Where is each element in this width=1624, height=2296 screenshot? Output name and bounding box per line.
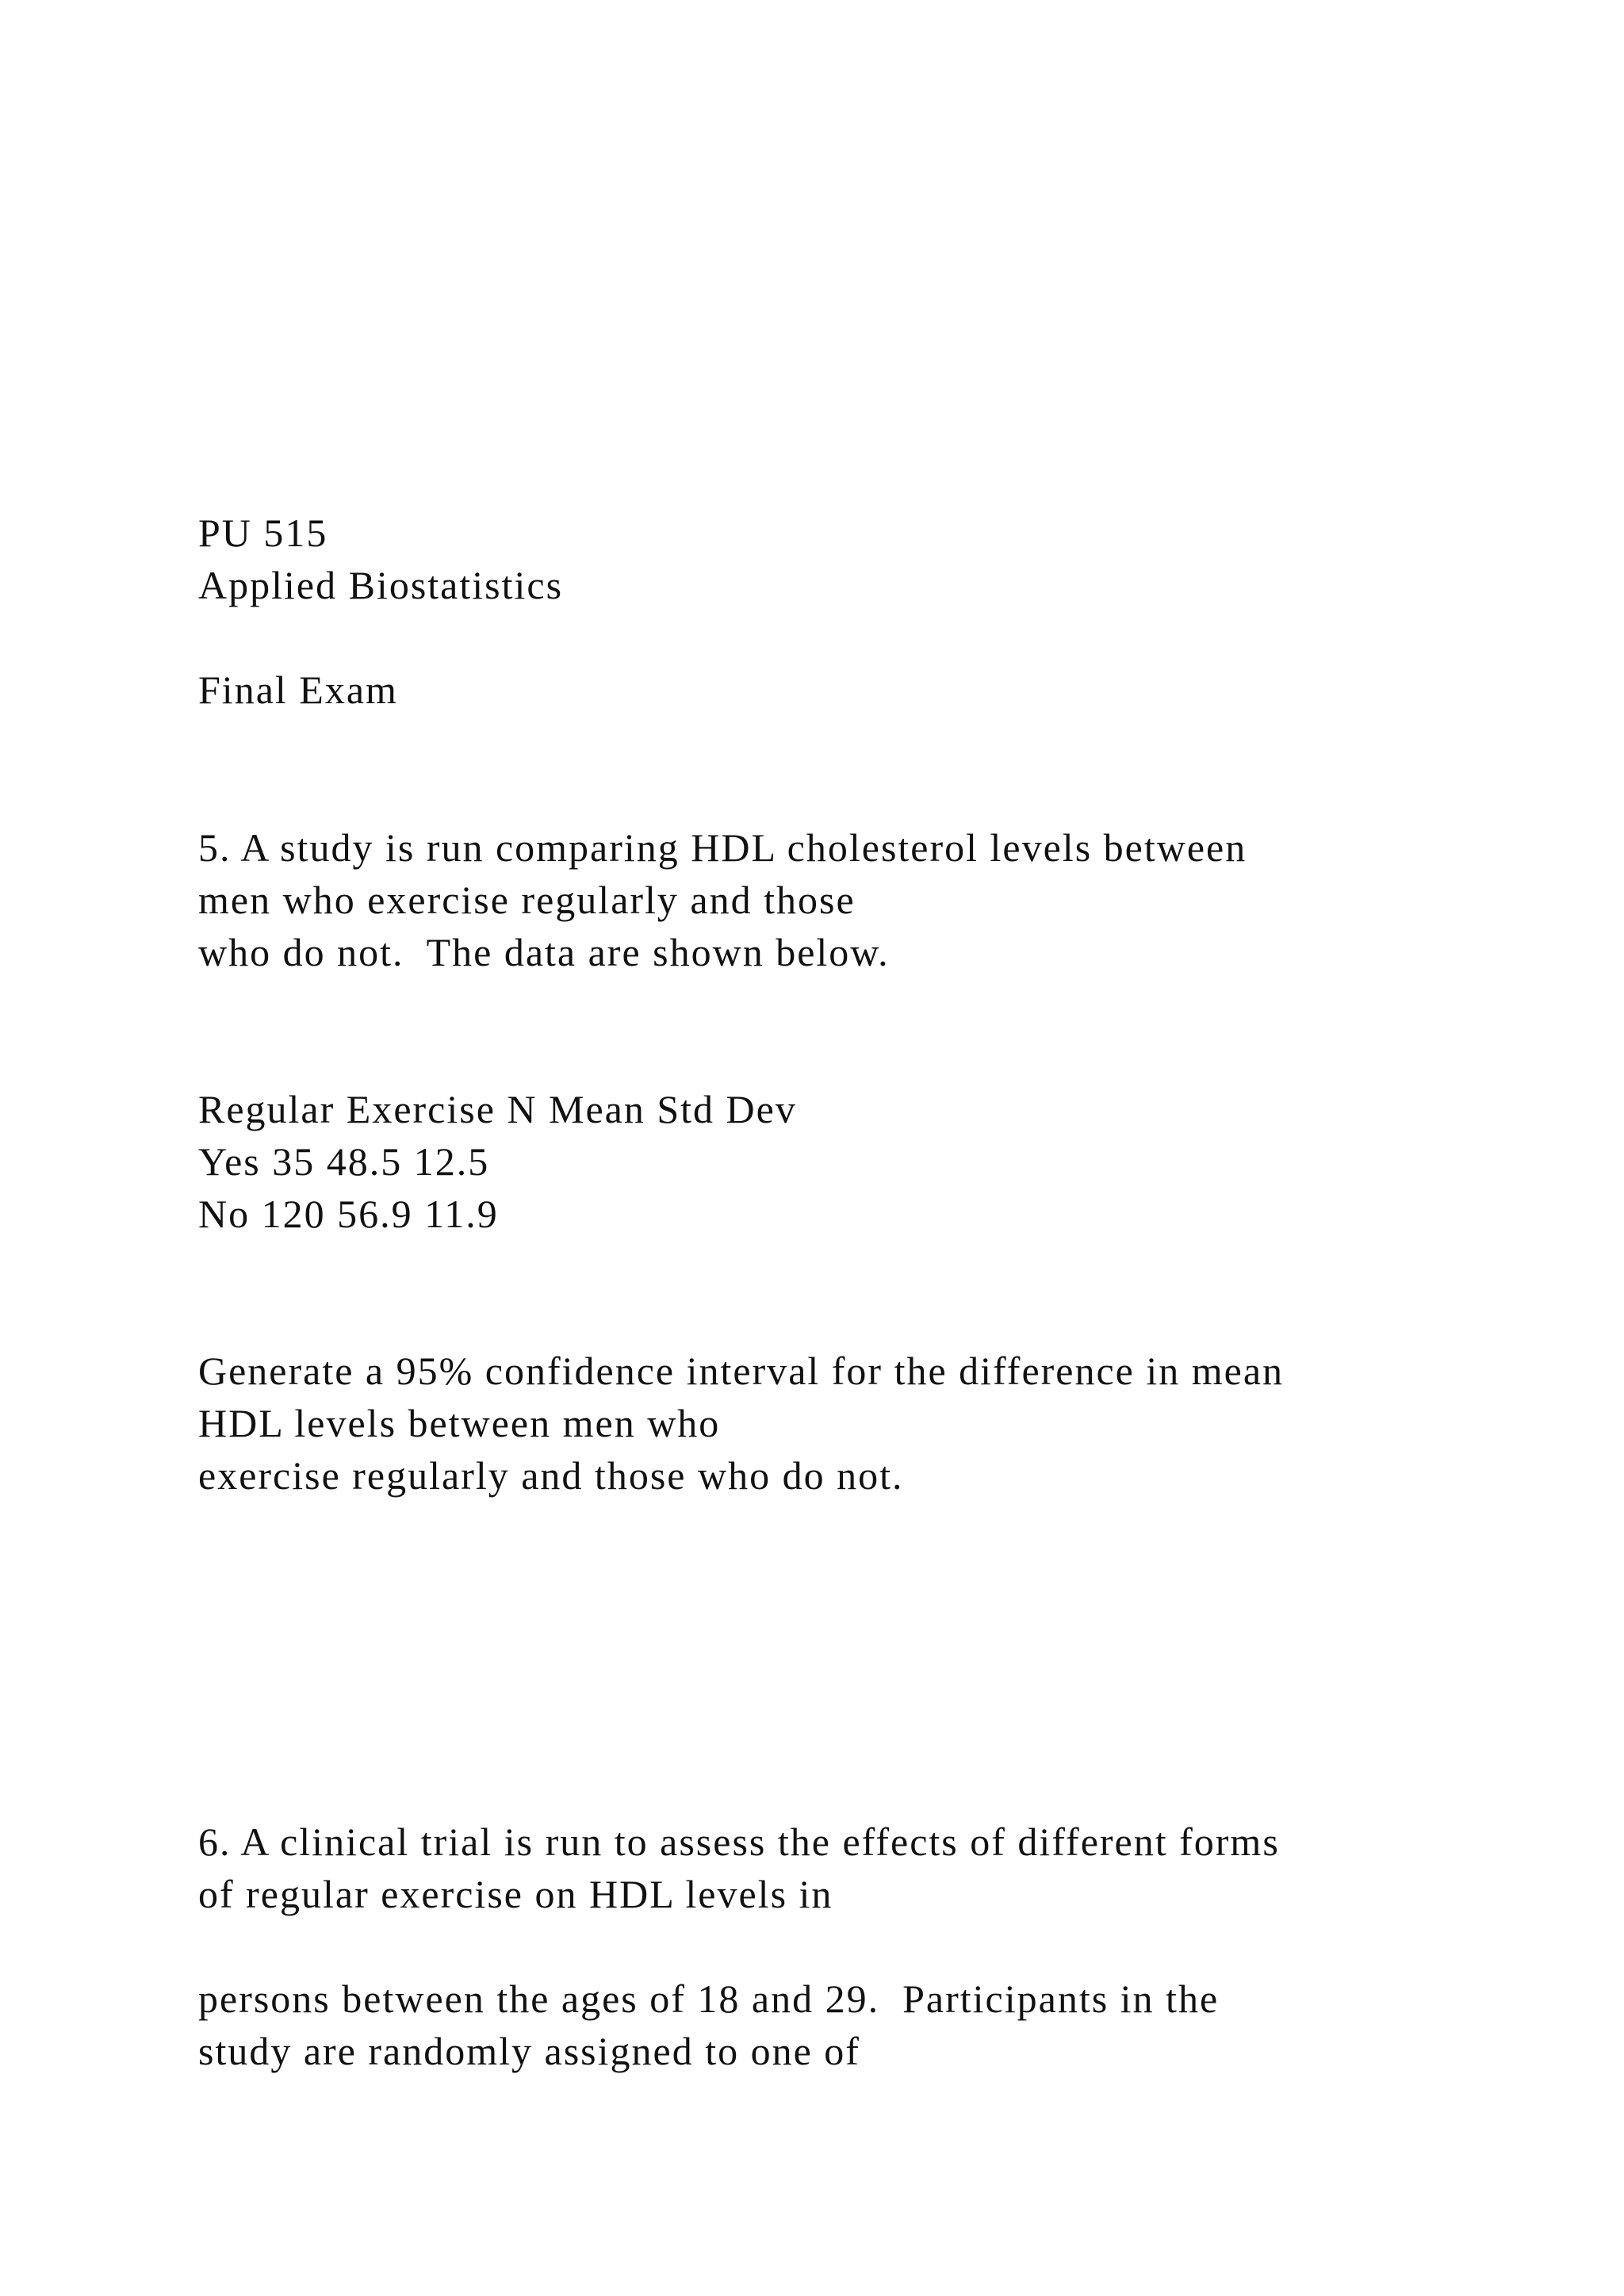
question5-line-2: men who exercise regularly and those <box>198 878 856 922</box>
data-table-row-no: No 120 56.9 11.9 <box>198 1192 499 1236</box>
data-table-header: Regular Exercise N Mean Std Dev <box>198 1087 797 1131</box>
question5-line-3: who do not. The data are shown below. <box>198 930 890 974</box>
question5-prompt-line-3: exercise regularly and those who do not. <box>198 1453 904 1498</box>
question6-line-3: persons between the ages of 18 and 29. Participants in the <box>198 1976 1220 2021</box>
question6-line-1: 6. A clinical trial is run to assess the effects of different forms <box>198 1820 1280 1864</box>
course-code: PU 515 <box>198 511 328 555</box>
course-name: Applied Biostatistics <box>198 563 564 607</box>
exam-title: Final Exam <box>198 668 398 712</box>
question6-line-4: study are randomly assigned to one of <box>198 2029 860 2073</box>
question6-line-2: of regular exercise on HDL levels in <box>198 1872 833 1916</box>
question5-prompt-line-2: HDL levels between men who <box>198 1401 721 1445</box>
data-table-row-yes: Yes 35 48.5 12.5 <box>198 1139 490 1184</box>
question5-line-1: 5. A study is run comparing HDL cholesterol levels between <box>198 825 1247 870</box>
question5-prompt-line-1: Generate a 95% confidence interval for the difference in mean <box>198 1349 1285 1393</box>
